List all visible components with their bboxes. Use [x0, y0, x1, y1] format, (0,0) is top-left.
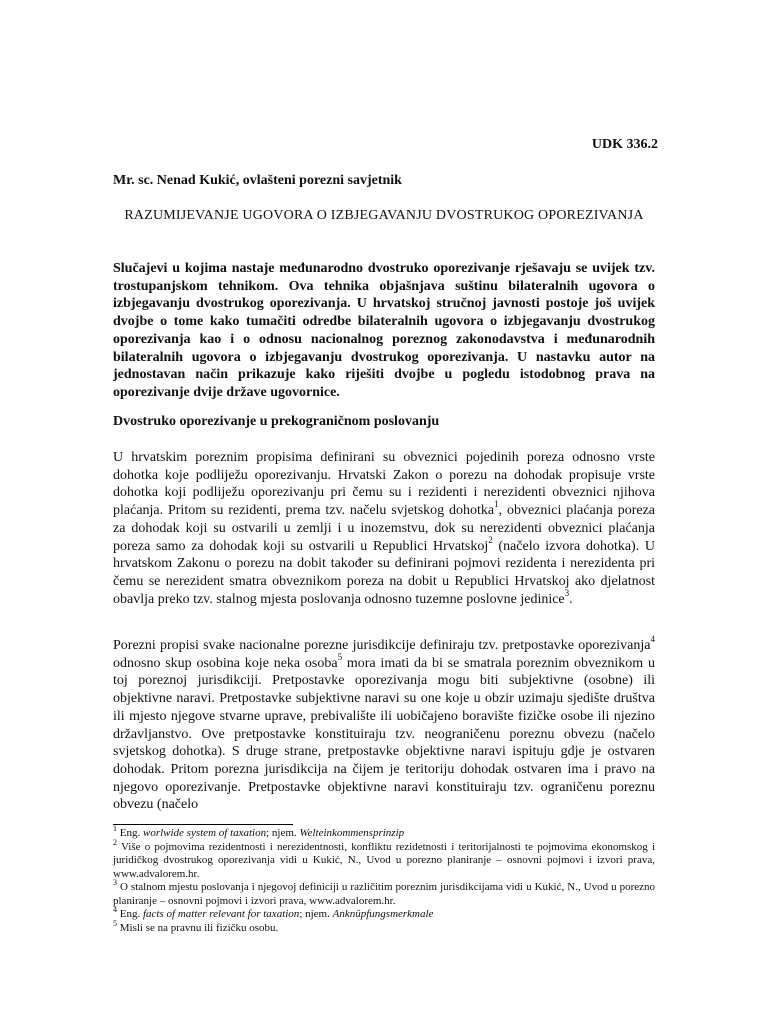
footnote-text: Eng. [117, 827, 143, 839]
footnote-number: 4 [113, 905, 117, 915]
para1-text-a: U hrvatskim poreznim propisima definirani su obveznici pojedinih poreza odnosno vrste dohotka koje podliježu oporezivanju. Hrvatski Zakon o porezu na dohodak propisuje vrste dohotka koji podliježu oporezivanju pri čemu su i rezidenti i nerezidenti obveznici njihova plaćanja. Pritom su rezidenti, prema tzv. načelu svjetskog dohotka [113, 450, 655, 519]
para2-text-a: Porezni propisi svake nacionalne porezne jurisdikcije definiraju tzv. pretpostavke oporezivanja [113, 638, 651, 653]
footnote-text: Više o pojmovima rezidentnosti i nerezidentnosti, konfliktu rezidetnosti i teritorijalnosti te pojmovima ekonomskog i juridičkog dvostrukog oporezivanja vidi u Kukić, N., Uvod u porezno planiranje – osnovni pojmovi i izvori prava, www.advalorem.hr. [113, 840, 655, 880]
footnote-text: O stalnom mjestu poslovanja i njegovoj definiciji u različitim poreznim jurisdikcijama vidi u Kukić, N., Uvod u porezno planiranje – osnovni pojmovi i izvori prava, www.advalorem.hr. [113, 881, 655, 907]
footnote-ref-5[interactable]: 5 [337, 652, 343, 663]
footnote-term-de: Anknüpfungsmerkmale [332, 908, 434, 920]
footnotes-block [113, 824, 655, 935]
body-paragraph-2 [113, 634, 655, 814]
document-title: RAZUMIJEVANJE UGOVORA O IZBJEGAVANJU DVOSTRUKOG OPOREZIVANJA [124, 208, 644, 223]
para2-text-c: mora imati da bi se smatrala poreznim obveznikom u toj poreznoj jurisdikciji. Pretpostavke oporezivanja mogu biti subjektivne (osobne) ili objektivne naravi. Pretpostavke subjektivne naravi su one koje u obzir uzimaju sjedište društva ili mjesto njegove stvarne uprave, prebivalište ili uobičajeno boravište fizičke osobe ili njezino državljanstvo. Ove pretpostavke konstituiraju tzv. neograničenu poreznu obvezu (načelo svjetskog dohotka). S druge strane, pretpostavke objektivne naravi ispituju gdje je ostvaren dohodak. Pritom porezna jurisdikcija na čijem je teritoriju dohodak ostvaren ima i pravo na njegovo oporezivanje. Pretpostavke objektivne naravi konstituiraju tzv. ograničenu poreznu obvezu (načelo [113, 655, 655, 813]
footnote-text: Misli se na pravnu ili fizičku osobu. [117, 921, 279, 934]
section-heading: Dvostruko oporezivanje u prekograničnom poslovanju [113, 414, 440, 429]
para1-text-c: (načelo izvora dohotka). U hrvatskom Zakonu o porezu na dobit također su definirani pojmovi rezidenta i nerezidenta pri čemu se nerezident smatra obveznikom poreza na dobit u Republici Hrvatskoj ako djelatnost obavlja preko tzv. stalnog mjesta poslovanja odnosno tuzemne poslovne jedinice [113, 538, 655, 607]
footnote-text: ; njem. [299, 908, 333, 920]
footnote-number: 2 [113, 837, 117, 847]
abstract-paragraph: Slučajevi u kojima nastaje međunarodno dvostruko oporezivanje rješavaju se uvijek tzv. trostupanjskom tehnikom. Ova tehnika objašnjava suštinu bilateralnih ugovora o izbjegavanju dvostrukog oporezivanja. U hrvatskoj stručnoj javnosti postoje još uvijek dvojbe o tome kako tumačiti odredbe bilateralnih ugovora o izbjegavanju dvostrukog oporezivanja kao i o odnosu nacionalnog poreznog zakonodavstva i međunarodnih bilateralnih ugovora o izbjegavanju dvostrukog oporezivanja. U nastavku autor na jednostavan način prikazuje kako riješiti dvojbe u pogledu istodobnog prava na oporezivanje dvije države ugovornice. [113, 261, 655, 400]
footnote-term-de: Welteinkommensprinzip [299, 827, 405, 839]
footnote-3 [113, 878, 655, 908]
footnote-ref-2[interactable]: 2 [488, 534, 493, 545]
para1-text-b: , obveznici plaćanja poreza za dohodak koji su ostvarili u zemlji i u inozemstvu, dok su nerezidenti obveznici plaćanja poreza samo za dohodak koji su ostvarili u Republici Hrvatskoj [113, 503, 656, 554]
udk-code: UDK 336.2 [591, 137, 658, 152]
footnote-5 [113, 918, 655, 936]
footnote-term-en: facts of matter relevant for taxation [142, 908, 300, 920]
footnote-ref-4[interactable]: 4 [650, 634, 655, 645]
footnote-ref-3[interactable]: 3 [564, 587, 570, 598]
footnote-4 [113, 905, 655, 922]
footnote-ref-1[interactable]: 1 [494, 499, 499, 510]
para2-text-b: odnosno skup osobina koje neka osoba [113, 655, 338, 671]
footnote-separator [113, 824, 293, 825]
footnote-1 [113, 824, 655, 841]
footnote-text: ; njem. [266, 827, 300, 839]
author-line: Mr. sc. Nenad Kukić, ovlašteni porezni savjetnik [113, 173, 402, 188]
footnote-number: 1 [113, 824, 117, 834]
footnote-number: 3 [113, 878, 117, 888]
footnote-2 [113, 837, 655, 882]
body-paragraph-1 [113, 449, 655, 608]
footnote-number: 5 [113, 918, 117, 928]
para1-text-d: . [569, 591, 573, 607]
footnote-text: Eng. [117, 908, 143, 920]
footnote-term-en: worlwide system of taxation [142, 827, 267, 839]
